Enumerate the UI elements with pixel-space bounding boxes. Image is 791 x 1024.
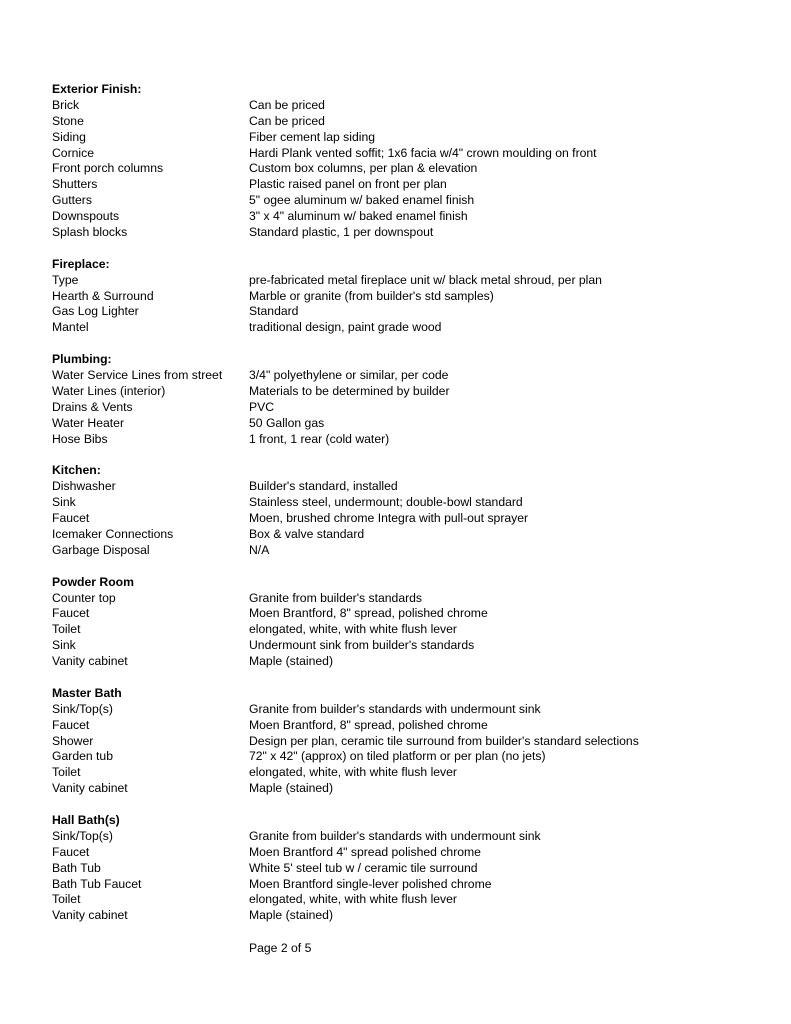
spec-value: Standard	[249, 304, 299, 319]
section-heading: Powder Room	[52, 574, 134, 589]
spec-row	[52, 606, 752, 622]
spec-label: Downspouts	[52, 209, 120, 224]
section-heading: Fireplace:	[52, 256, 110, 271]
spec-value: Standard plastic, 1 per downspout	[249, 225, 434, 240]
spec-label: Sink/Top(s)	[52, 828, 113, 843]
spec-label: Icemaker Connections	[52, 526, 174, 541]
spec-label: Type	[52, 272, 79, 287]
spec-row	[52, 829, 752, 845]
spec-value: White 5' steel tub w / ceramic tile surround	[249, 860, 478, 875]
spec-value: Box & valve standard	[249, 526, 365, 541]
spec-label: Garden tub	[52, 749, 113, 764]
spec-label: Water Heater	[52, 415, 125, 430]
spec-value: Can be priced	[249, 113, 325, 128]
spec-label: Water Service Lines from street	[52, 368, 223, 383]
spec-value: Maple (stained)	[249, 781, 333, 796]
spec-row	[52, 98, 752, 114]
spec-row	[52, 114, 752, 130]
spec-label: Bath Tub	[52, 860, 101, 875]
spec-label: Faucet	[52, 606, 90, 621]
spec-value: Plastic raised panel on front per plan	[249, 177, 447, 192]
spec-row	[52, 146, 752, 162]
spec-label: Shower	[52, 733, 94, 748]
spec-value: Moen, brushed chrome Integra with pull-out sprayer	[249, 511, 529, 526]
spec-value: Maple (stained)	[249, 908, 333, 923]
spec-value: Moen Brantford single-lever polished chrome	[249, 876, 492, 891]
spec-row	[52, 289, 752, 305]
spec-label: Drains & Vents	[52, 399, 133, 414]
spec-value: pre-fabricated metal fireplace unit w/ black metal shroud, per plan	[249, 272, 602, 287]
spec-row	[52, 273, 752, 289]
spec-value: Granite from builder's standards with undermount sink	[249, 828, 541, 843]
spec-row	[52, 193, 752, 209]
spec-value: traditional design, paint grade wood	[249, 320, 442, 335]
spec-value: 3" x 4" aluminum w/ baked enamel finish	[249, 209, 468, 224]
spec-section	[52, 257, 752, 336]
spec-row	[52, 781, 752, 797]
page-number: Page 2 of 5	[249, 941, 312, 955]
spec-label: Toilet	[52, 765, 81, 780]
spec-section	[52, 575, 752, 670]
spec-row	[52, 479, 752, 495]
spec-value: Granite from builder's standards with undermount sink	[249, 701, 541, 716]
spec-value: PVC	[249, 399, 275, 414]
spec-row	[52, 527, 752, 543]
spec-label: Garbage Disposal	[52, 542, 150, 557]
spec-row	[52, 638, 752, 654]
spec-row	[52, 177, 752, 193]
spec-label: Vanity cabinet	[52, 781, 128, 796]
spec-row	[52, 225, 752, 241]
section-heading: Hall Bath(s)	[52, 812, 120, 827]
spec-label: Vanity cabinet	[52, 908, 128, 923]
spec-label: Dishwasher	[52, 479, 116, 494]
spec-value: Stainless steel, undermount; double-bowl standard	[249, 495, 523, 510]
spec-value: Undermount sink from builder's standards	[249, 638, 475, 653]
spec-row	[52, 511, 752, 527]
spec-label: Counter top	[52, 590, 116, 605]
spec-label: Sink	[52, 638, 76, 653]
spec-value: Moen Brantford, 8" spread, polished chrome	[249, 606, 488, 621]
spec-label: Bath Tub Faucet	[52, 876, 142, 891]
spec-row	[52, 304, 752, 320]
spec-label: Faucet	[52, 511, 90, 526]
spec-label: Hose Bibs	[52, 431, 108, 446]
spec-value: Moen Brantford 4" spread polished chrome	[249, 844, 481, 859]
spec-value: Design per plan, ceramic tile surround from builder's standard selections	[249, 733, 639, 748]
spec-label: Front porch columns	[52, 161, 164, 176]
spec-label: Siding	[52, 129, 86, 144]
spec-value: 1 front, 1 rear (cold water)	[249, 431, 390, 446]
spec-row	[52, 400, 752, 416]
spec-label: Splash blocks	[52, 225, 128, 240]
spec-section	[52, 82, 752, 241]
spec-value: Builder's standard, installed	[249, 479, 398, 494]
spec-value: Marble or granite (from builder's std samples)	[249, 288, 494, 303]
spec-value: Maple (stained)	[249, 654, 333, 669]
spec-row	[52, 654, 752, 670]
spec-section	[52, 352, 752, 447]
spec-label: Water Lines (interior)	[52, 383, 166, 398]
spec-row	[52, 845, 752, 861]
spec-label: Gutters	[52, 193, 92, 208]
spec-row	[52, 384, 752, 400]
spec-label: Sink/Top(s)	[52, 701, 113, 716]
spec-label: Stone	[52, 113, 84, 128]
spec-value: N/A	[249, 542, 270, 557]
spec-label: Cornice	[52, 145, 94, 160]
spec-value: elongated, white, with white flush lever	[249, 622, 457, 637]
spec-label: Faucet	[52, 844, 90, 859]
spec-row	[52, 161, 752, 177]
spec-row	[52, 209, 752, 225]
spec-label: Brick	[52, 97, 80, 112]
spec-value: Materials to be determined by builder	[249, 383, 450, 398]
spec-row	[52, 591, 752, 607]
spec-row	[52, 320, 752, 336]
spec-row	[52, 908, 752, 924]
spec-label: Sink	[52, 495, 76, 510]
spec-row	[52, 130, 752, 146]
spec-value: 3/4" polyethylene or similar, per code	[249, 368, 449, 383]
spec-section	[52, 813, 752, 924]
section-heading: Plumbing:	[52, 352, 112, 367]
spec-value: 72" x 42" (approx) on tiled platform or per plan (no jets)	[249, 749, 546, 764]
spec-value: elongated, white, with white flush lever	[249, 892, 457, 907]
spec-label: Mantel	[52, 320, 89, 335]
spec-row	[52, 718, 752, 734]
spec-label: Faucet	[52, 717, 90, 732]
spec-label: Toilet	[52, 622, 81, 637]
spec-row	[52, 877, 752, 893]
spec-label: Shutters	[52, 177, 98, 192]
spec-label: Vanity cabinet	[52, 654, 128, 669]
spec-row	[52, 416, 752, 432]
spec-row	[52, 368, 752, 384]
spec-row	[52, 765, 752, 781]
spec-section	[52, 686, 752, 797]
spec-row	[52, 861, 752, 877]
spec-row	[52, 749, 752, 765]
spec-document	[52, 82, 752, 924]
spec-value: Moen Brantford, 8" spread, polished chrome	[249, 717, 488, 732]
spec-row	[52, 892, 752, 908]
spec-section	[52, 463, 752, 558]
spec-value: Granite from builder's standards	[249, 590, 423, 605]
spec-value: Custom box columns, per plan & elevation	[249, 161, 478, 176]
spec-row	[52, 543, 752, 559]
spec-value: 50 Gallon gas	[249, 415, 325, 430]
spec-row	[52, 734, 752, 750]
spec-row	[52, 495, 752, 511]
spec-row	[52, 702, 752, 718]
section-heading: Exterior Finish:	[52, 82, 142, 96]
spec-value: Hardi Plank vented soffit; 1x6 facia w/4" crown moulding on front	[249, 145, 597, 160]
spec-value: Fiber cement lap siding	[249, 129, 375, 144]
spec-value: 5" ogee aluminum w/ baked enamel finish	[249, 193, 475, 208]
section-heading: Kitchen:	[52, 463, 101, 478]
section-heading: Master Bath	[52, 685, 122, 700]
spec-value: elongated, white, with white flush lever	[249, 765, 457, 780]
spec-label: Toilet	[52, 892, 81, 907]
spec-label: Gas Log Lighter	[52, 304, 139, 319]
spec-label: Hearth & Surround	[52, 288, 154, 303]
spec-row	[52, 622, 752, 638]
spec-value: Can be priced	[249, 97, 325, 112]
spec-row	[52, 432, 752, 448]
